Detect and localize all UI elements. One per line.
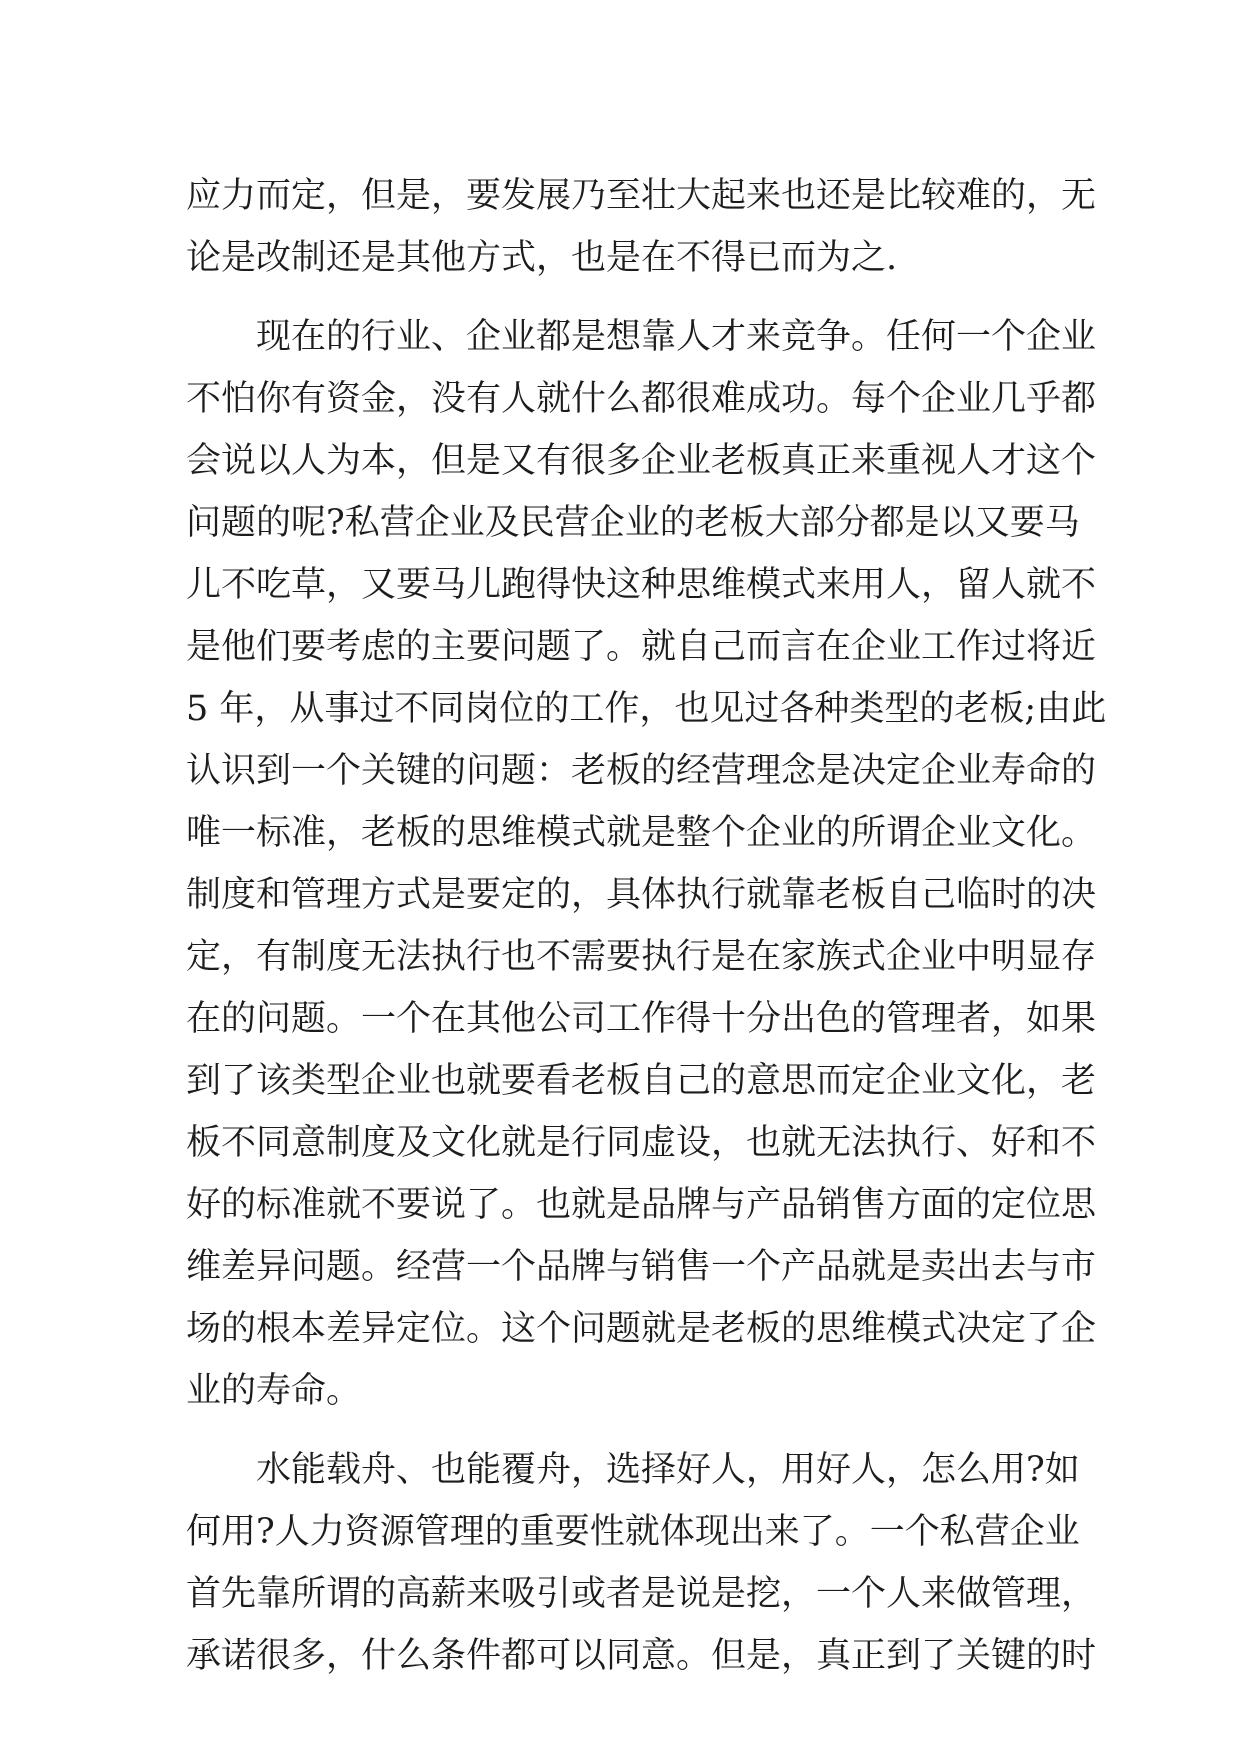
text-line: 现在的行业、企业都是想靠人才来竞争。任何一个企业 (186, 317, 1097, 357)
text-line: 儿不吃草，又要马儿跑得快这种思维模式来用人，留人就不 (186, 565, 1097, 605)
text-line: 何用?人力资源管理的重要性就体现出来了。一个私营企业 (186, 1512, 1080, 1552)
text-line: 制度和管理方式是要定的，具体执行就靠老板自己临时的决 (186, 875, 1097, 915)
text-line: 唯一标准，老板的思维模式就是整个企业的所谓企业文化。 (186, 813, 1097, 853)
text-line: 会说以人为本，但是又有很多企业老板真正来重视人才这个 (186, 441, 1097, 481)
text-line: 板不同意制度及文化就是行同虚设，也就无法执行、好和不 (186, 1123, 1097, 1163)
text-line: 论是改制还是其他方式，也是在不得已而为之. (186, 238, 898, 278)
text-line: 问题的呢?私营企业及民营企业的老板大部分都是以又要马 (186, 503, 1080, 543)
text-line: 好的标准就不要说了。也就是品牌与产品销售方面的定位思 (186, 1185, 1097, 1225)
paragraph (186, 165, 1097, 289)
text-line: 业的寿命。 (186, 1371, 362, 1411)
text-line: 应力而定，但是，要发展乃至壮大起来也还是比较难的，无 (186, 176, 1097, 216)
text-line: 5 年，从事过不同岗位的工作，也见过各种类型的老板;由此 (186, 689, 1107, 729)
text-line: 维差异问题。经营一个品牌与销售一个产品就是卖出去与市 (186, 1247, 1097, 1287)
text-line: 定，有制度无法执行也不需要执行是在家族式企业中明显存 (186, 937, 1097, 977)
text-line: 是他们要考虑的主要问题了。就自己而言在企业工作过将近 (186, 627, 1097, 667)
text-line: 在的问题。一个在其他公司工作得十分出色的管理者，如果 (186, 999, 1097, 1039)
text-line: 首先靠所谓的高薪来吸引或者是说是挖，一个人来做管理， (186, 1574, 1097, 1614)
paragraph (186, 306, 1107, 1422)
text-line: 承诺很多，什么条件都可以同意。但是，真正到了关键的时 (186, 1636, 1097, 1676)
text-line: 场的根本差异定位。这个问题就是老板的思维模式决定了企 (186, 1309, 1097, 1349)
text-line: 认识到一个关键的问题：老板的经营理念是决定企业寿命的 (186, 751, 1097, 791)
paragraph (186, 1439, 1097, 1687)
text-line: 到了该类型企业也就要看老板自己的意思而定企业文化，老 (186, 1061, 1097, 1101)
text-line: 水能载舟、也能覆舟，选择好人，用好人，怎么用?如 (186, 1450, 1080, 1490)
body-text (186, 165, 1107, 1687)
text-line: 不怕你有资金，没有人就什么都很难成功。每个企业几乎都 (186, 379, 1097, 419)
